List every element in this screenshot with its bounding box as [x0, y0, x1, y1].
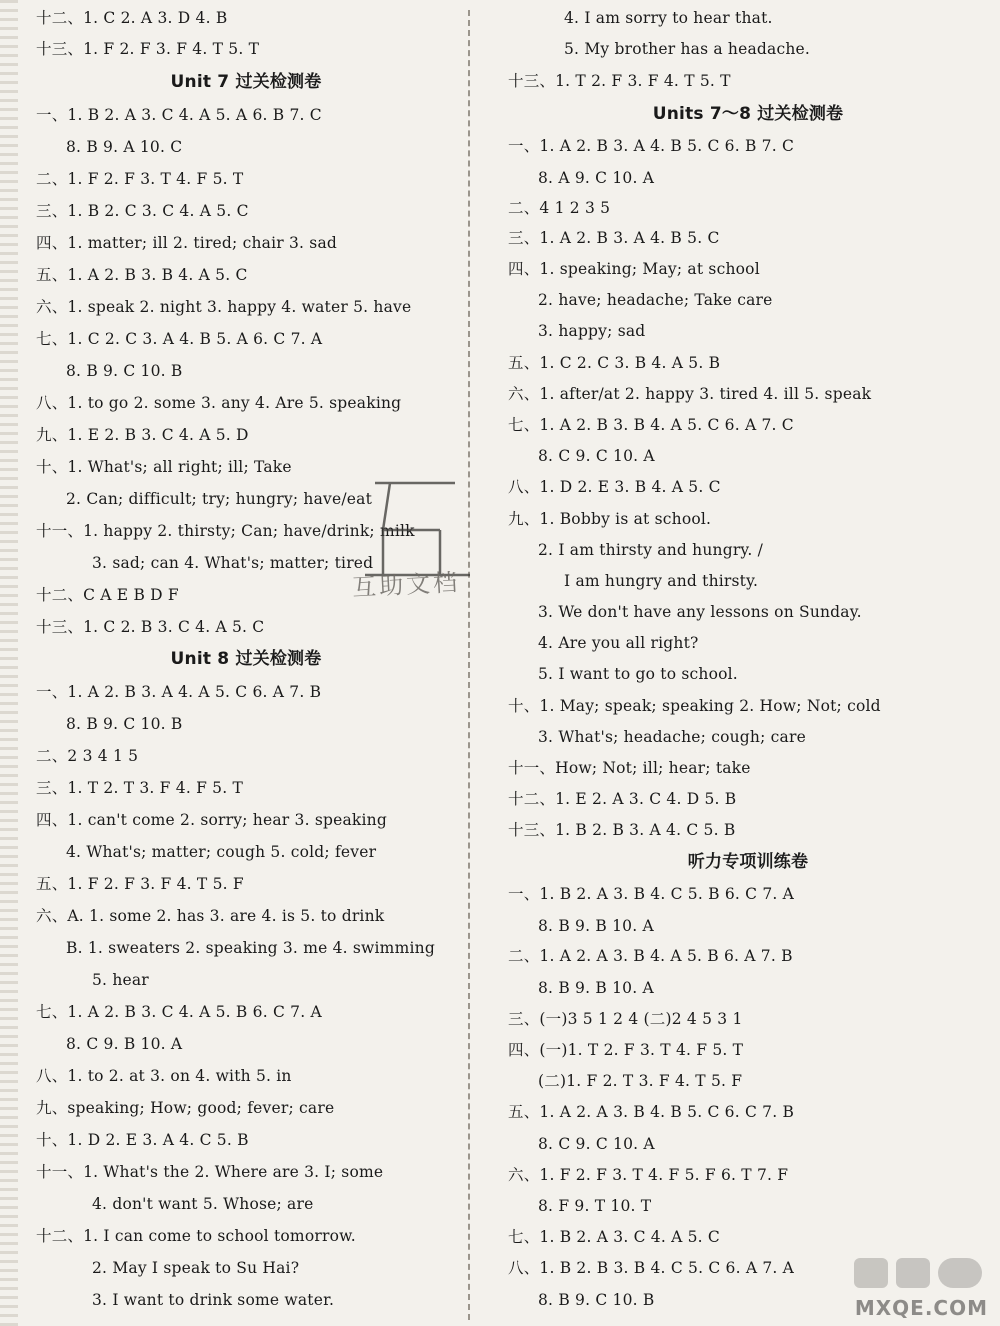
- answer-line: 七、1. A 2. B 3. B 4. A 5. C 6. A 7. C: [508, 416, 794, 434]
- answer-line: 七、1. C 2. C 3. A 4. B 5. A 6. C 7. A: [36, 330, 323, 348]
- answer-line: B. 1. sweaters 2. speaking 3. me 4. swimming: [66, 939, 435, 957]
- answer-line: 5. My brother has a headache.: [564, 40, 811, 58]
- answer-line: 3. I want to drink some water.: [92, 1291, 335, 1309]
- answer-line: 3. We don't have any lessons on Sunday.: [538, 603, 862, 621]
- section-title: Units 7～8 过关检测卷: [652, 104, 844, 124]
- answer-line: 三、(一)3 5 1 2 4 (二)2 4 5 3 1: [508, 1010, 743, 1028]
- answer-line: 十三、1. F 2. F 3. F 4. T 5. T: [36, 40, 260, 58]
- answer-line: 一、1. A 2. B 3. A 4. A 5. C 6. A 7. B: [36, 683, 322, 701]
- answer-line: 8. B 9. A 10. C: [66, 138, 183, 156]
- answer-line: 九、speaking; How; good; fever; care: [36, 1099, 335, 1117]
- answer-line: 十三、1. C 2. B 3. C 4. A 5. C: [36, 618, 265, 636]
- answer-line: 8. B 9. B 10. A: [538, 979, 654, 997]
- answer-line: 四、1. can't come 2. sorry; hear 3. speaking: [36, 811, 387, 829]
- answer-line: 十一、1. happy 2. thirsty; Can; have/drink; milk: [36, 522, 415, 540]
- answer-line: 一、1. A 2. B 3. A 4. B 5. C 6. B 7. C: [508, 137, 795, 155]
- answer-line: 九、1. Bobby is at school.: [508, 510, 712, 528]
- answer-line: 5. I want to go to school.: [538, 665, 738, 683]
- section-title: 听力专项训练卷: [687, 852, 809, 872]
- answer-line: 2. have; headache; Take care: [538, 291, 773, 309]
- answer-line: 4. Are you all right?: [538, 634, 699, 652]
- answer-line: 二、1. A 2. A 3. B 4. A 5. B 6. A 7. B: [508, 947, 793, 965]
- answer-line: 十二、C A E B D F: [36, 586, 179, 604]
- page-binding-edge: [0, 0, 18, 1326]
- answer-line: 五、1. C 2. C 3. B 4. A 5. B: [508, 354, 721, 372]
- answer-line: I am hungry and thirsty.: [564, 572, 759, 590]
- answer-line: 四、1. matter; ill 2. tired; chair 3. sad: [36, 234, 338, 252]
- answer-line: 八、1. to go 2. some 3. any 4. Are 5. speaking: [36, 394, 402, 412]
- answer-line: 8. F 9. T 10. T: [538, 1197, 652, 1215]
- answer-line: 六、1. speak 2. night 3. happy 4. water 5. have: [36, 298, 412, 316]
- answer-line: 六、A. 1. some 2. has 3. are 4. is 5. to drink: [36, 907, 385, 925]
- answer-line: 二、4 1 2 3 5: [508, 199, 611, 217]
- site-logo-text: MXQE.COM: [854, 1296, 988, 1320]
- answer-line: 九、1. E 2. B 3. C 4. A 5. D: [36, 426, 249, 444]
- answer-line: 二、2 3 4 1 5: [36, 747, 139, 765]
- answer-line: 4. I am sorry to hear that.: [564, 9, 773, 27]
- answer-line: 十、1. What's; all right; ill; Take: [36, 458, 292, 476]
- answer-line: 六、1. after/at 2. happy 3. tired 4. ill 5. speak: [508, 385, 872, 403]
- answer-line: 三、1. B 2. C 3. C 4. A 5. C: [36, 202, 249, 220]
- answer-line: 三、1. A 2. B 3. A 4. B 5. C: [508, 229, 720, 247]
- answer-line: 十三、1. B 2. B 3. A 4. C 5. B: [508, 821, 736, 839]
- answer-line: 8. C 9. C 10. A: [538, 447, 655, 465]
- answer-line: 2. Can; difficult; try; hungry; have/eat: [66, 490, 373, 508]
- answer-line: 2. I am thirsty and hungry. /: [538, 541, 764, 559]
- section-title: Unit 8 过关检测卷: [170, 649, 322, 669]
- answer-line: 五、1. F 2. F 3. F 4. T 5. F: [36, 875, 244, 893]
- answer-line: 三、1. T 2. T 3. F 4. F 5. T: [36, 779, 244, 797]
- answer-line: 8. B 9. C 10. B: [66, 715, 183, 733]
- answer-line: 5. hear: [92, 971, 149, 989]
- answer-line: 十、1. D 2. E 3. A 4. C 5. B: [36, 1131, 249, 1149]
- answer-line: 8. A 9. C 10. A: [538, 169, 655, 187]
- answer-line: 四、(一)1. T 2. F 3. T 4. F 5. T: [508, 1041, 744, 1059]
- answer-line: 五、1. A 2. A 3. B 4. B 5. C 6. C 7. B: [508, 1103, 795, 1121]
- answer-line: 十、1. May; speak; speaking 2. How; Not; cold: [508, 697, 881, 715]
- column-divider: [468, 10, 470, 1320]
- answer-line: 4. What's; matter; cough 5. cold; fever: [66, 843, 377, 861]
- answer-line: 八、1. to 2. at 3. on 4. with 5. in: [36, 1067, 292, 1085]
- answer-line: 8. C 9. B 10. A: [66, 1035, 183, 1053]
- answer-line: 二、1. F 2. F 3. T 4. F 5. T: [36, 170, 244, 188]
- answer-line: 4. don't want 5. Whose; are: [92, 1195, 314, 1213]
- answer-line: 8. C 9. C 10. A: [538, 1135, 655, 1153]
- answer-line: (二)1. F 2. T 3. F 4. T 5. F: [538, 1072, 743, 1090]
- answer-line: 十一、1. What's the 2. Where are 3. I; some: [36, 1163, 384, 1181]
- answer-line: 六、1. F 2. F 3. T 4. F 5. F 6. T 7. F: [508, 1166, 789, 1184]
- answer-line: 8. B 9. C 10. B: [538, 1291, 655, 1309]
- watermark-text: 互助文档: [351, 568, 461, 602]
- answer-line: 3. What's; headache; cough; care: [538, 728, 806, 746]
- answer-line: 十二、1. E 2. A 3. C 4. D 5. B: [508, 790, 737, 808]
- answer-line: 五、1. A 2. B 3. B 4. A 5. C: [36, 266, 248, 284]
- answer-line: 四、1. speaking; May; at school: [508, 260, 760, 278]
- answer-line: 七、1. B 2. A 3. C 4. A 5. C: [508, 1228, 720, 1246]
- answer-line: 八、1. D 2. E 3. B 4. A 5. C: [508, 478, 721, 496]
- answer-line: 七、1. A 2. B 3. C 4. A 5. B 6. C 7. A: [36, 1003, 322, 1021]
- answer-line: 十二、1. C 2. A 3. D 4. B: [36, 9, 228, 27]
- answer-line: 3. happy; sad: [538, 322, 646, 340]
- answer-line: 2. May I speak to Su Hai?: [92, 1259, 300, 1277]
- section-title: Unit 7 过关检测卷: [170, 72, 322, 92]
- answer-line: 十三、1. T 2. F 3. F 4. T 5. T: [508, 72, 731, 90]
- answer-line: 十一、How; Not; ill; hear; take: [508, 759, 751, 777]
- answer-line: 一、1. B 2. A 3. B 4. C 5. B 6. C 7. A: [508, 885, 795, 903]
- answer-line: 8. B 9. B 10. A: [538, 917, 654, 935]
- answer-line: 8. B 9. C 10. B: [66, 362, 183, 380]
- answer-line: 八、1. B 2. B 3. B 4. C 5. C 6. A 7. A: [508, 1259, 795, 1277]
- answer-line: 3. sad; can 4. What's; matter; tired: [92, 554, 374, 572]
- answer-line: 十二、1. I can come to school tomorrow.: [36, 1227, 356, 1245]
- answer-line: 一、1. B 2. A 3. C 4. A 5. A 6. B 7. C: [36, 106, 322, 124]
